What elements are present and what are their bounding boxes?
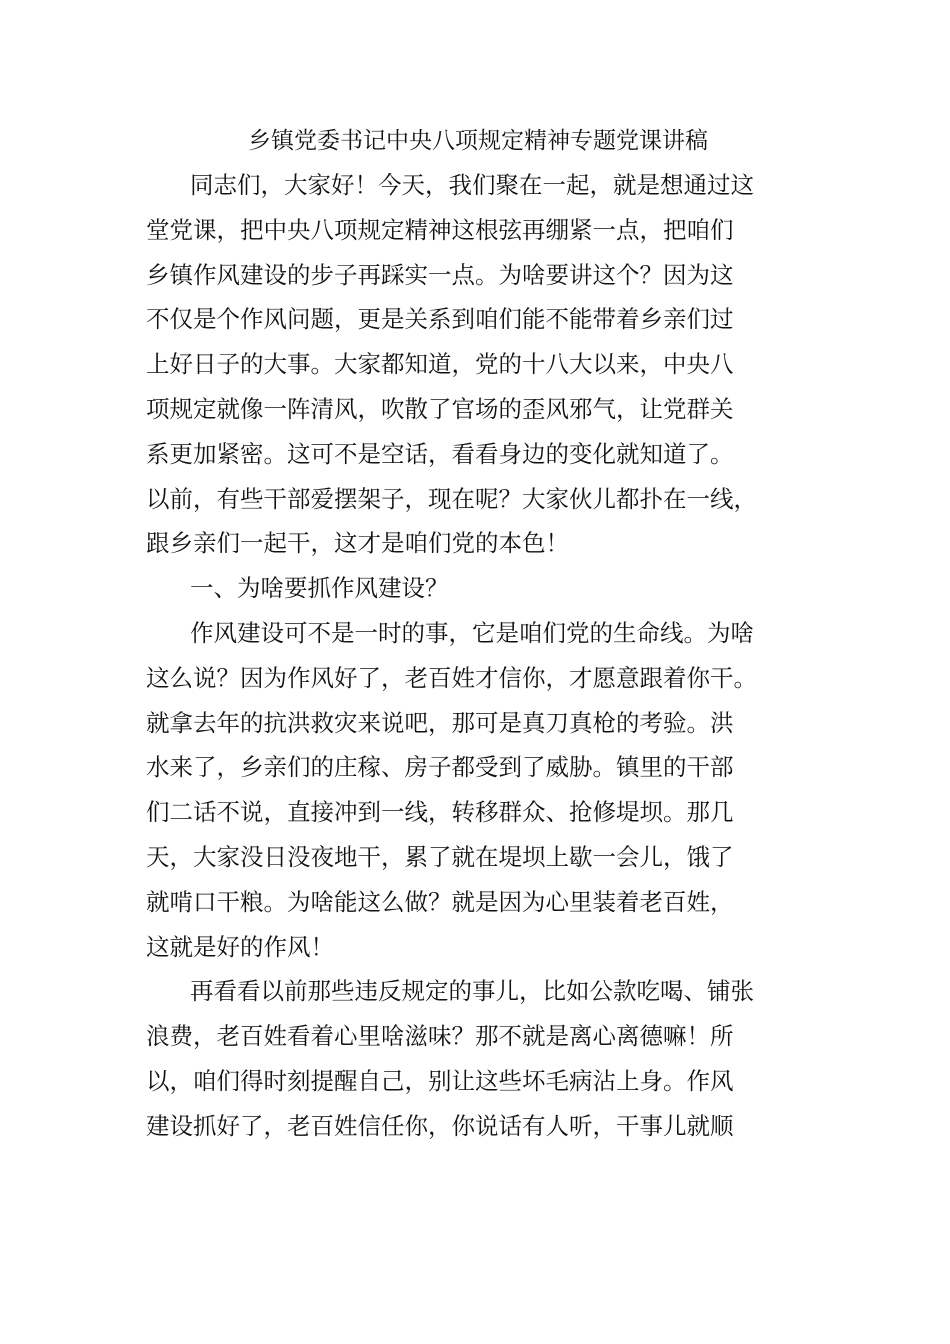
- paragraph-line: 建设抓好了，老百姓信任你，你说话有人听，干事儿就顺: [146, 1111, 734, 1140]
- paragraph-line: 乡镇作风建设的步子再踩实一点。为啥要讲这个？因为这: [146, 260, 734, 289]
- paragraph-line: 们二话不说，直接冲到一线，转移群众、抢修堤坝。那几: [146, 798, 734, 827]
- paragraph-line: 不仅是个作风问题，更是关系到咱们能不能带着乡亲们过: [146, 305, 734, 334]
- document-title: 乡镇党委书记中央八项规定精神专题党课讲稿: [248, 128, 708, 154]
- paragraph-line: 这就是好的作风！: [146, 932, 334, 961]
- paragraph-line: 上好日子的大事。大家都知道，党的十八大以来，中央八: [146, 350, 734, 379]
- paragraph-line: 这么说？因为作风好了，老百姓才信你，才愿意跟着你干。: [146, 663, 757, 692]
- paragraph-line: 堂党课，把中央八项规定精神这根弦再绷紧一点，把咱们: [146, 215, 734, 244]
- paragraph-line: 就拿去年的抗洪救灾来说吧，那可是真刀真枪的考验。洪: [146, 708, 734, 737]
- document-page: [146, 119, 806, 1149]
- paragraph-line: 以，咱们得时刻提醒自己，别让这些坏毛病沾上身。作风: [146, 1066, 734, 1095]
- paragraph-line: 再看看以前那些违反规定的事儿，比如公款吃喝、铺张: [190, 977, 754, 1006]
- section-heading: 一、为啥要抓作风建设？: [190, 574, 449, 603]
- paragraph-line: 同志们，大家好！今天，我们聚在一起，就是想通过这: [190, 171, 754, 199]
- paragraph-line: 水来了，乡亲们的庄稼、房子都受到了威胁。镇里的干部: [146, 753, 734, 782]
- paragraph-line: 天，大家没日没夜地干，累了就在堤坝上歇一会儿，饿了: [146, 842, 734, 871]
- paragraph-line: 项规定就像一阵清风，吹散了官场的歪风邪气，让党群关: [146, 394, 734, 423]
- paragraph-line: 作风建设可不是一时的事，它是咱们党的生命线。为啥: [190, 618, 754, 647]
- paragraph-line: 浪费，老百姓看着心里啥滋味？那不就是离心离德嘛！所: [146, 1022, 734, 1051]
- paragraph-line: 就啃口干粮。为啥能这么做？就是因为心里装着老百姓，: [146, 887, 734, 916]
- paragraph-line: 系更加紧密。这可不是空话，看看身边的变化就知道了。: [146, 439, 734, 468]
- paragraph-line: 跟乡亲们一起干，这才是咱们党的本色！: [146, 529, 569, 558]
- paragraph-line: 以前，有些干部爱摆架子，现在呢？大家伙儿都扑在一线，: [146, 484, 757, 513]
